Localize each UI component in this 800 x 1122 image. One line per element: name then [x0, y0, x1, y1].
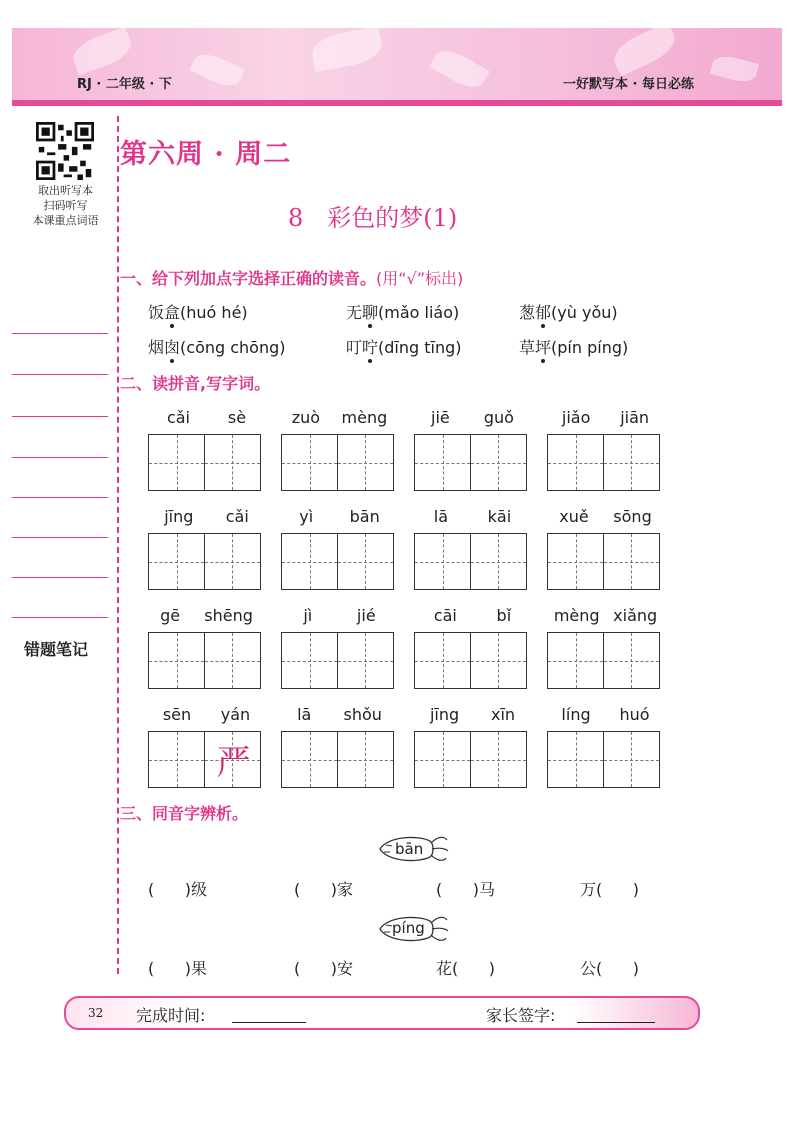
pinyin: cāi: [433, 606, 457, 625]
note-line: [12, 497, 108, 498]
writing-word[interactable]: [414, 507, 531, 590]
pinyin: sēn: [162, 705, 192, 724]
tian-grid-box[interactable]: [148, 434, 205, 491]
writing-word[interactable]: [281, 606, 398, 689]
tian-grid-box[interactable]: [204, 632, 261, 689]
dotted-char: 囱: [164, 338, 181, 357]
pinyin-ban: bān: [395, 840, 424, 858]
pinyin: jīng: [164, 507, 194, 526]
char: 葱: [519, 303, 536, 322]
writing-word[interactable]: [281, 705, 398, 788]
section-3-heading: 三、同音字辨析。: [120, 804, 249, 823]
tian-grid-box[interactable]: [148, 731, 205, 788]
pinyin: mèng: [553, 606, 600, 625]
writing-word[interactable]: [414, 606, 531, 689]
header-grade: RJ · 二年级 · 下: [77, 77, 172, 92]
tian-grid-box[interactable]: [337, 434, 394, 491]
pinyin: lā: [297, 705, 312, 724]
tian-grid-box[interactable]: [337, 632, 394, 689]
writing-word[interactable]: [281, 507, 398, 590]
tian-grid-box[interactable]: [414, 533, 471, 590]
pinyin: jié: [356, 606, 376, 625]
page-number: 32: [88, 1006, 104, 1020]
pinyin: xīn: [491, 705, 516, 724]
fill-blank[interactable]: 花( ): [436, 959, 496, 978]
dotted-char: 郁: [535, 303, 552, 322]
char: 烟: [148, 338, 165, 357]
margin-divider: [117, 116, 119, 974]
qr-caption-1: 取出听写本: [38, 184, 93, 197]
fill-blank[interactable]: ( )马: [436, 880, 496, 899]
writing-word[interactable]: [148, 408, 265, 491]
writing-word[interactable]: [281, 408, 398, 491]
tian-grid-box[interactable]: [281, 434, 338, 491]
writing-word[interactable]: [414, 705, 531, 788]
pinyin: yì: [299, 507, 314, 526]
week-title: 第六周 · 周二: [120, 139, 292, 170]
pinyin: sōng: [613, 507, 652, 526]
note-line: [12, 333, 108, 334]
pinyin: jì: [303, 606, 313, 625]
qr-caption-3: 本课重点词语: [32, 214, 99, 227]
note-line: [12, 537, 108, 538]
pinyin: yán: [220, 705, 251, 724]
lesson-name: 彩色的梦(1): [327, 204, 458, 232]
pinyin: lā: [433, 507, 449, 526]
char: 叮: [346, 338, 363, 357]
writing-word[interactable]: [547, 408, 664, 491]
tian-grid-box[interactable]: [603, 434, 660, 491]
pinyin-options: (dīng tīng): [378, 338, 462, 357]
finish-time-label: 完成时间:: [136, 1006, 206, 1025]
parent-sign-label: 家长签字:: [486, 1006, 556, 1025]
wrong-notes-label: 错题笔记: [24, 640, 89, 659]
pinyin: bǐ: [496, 606, 512, 625]
pronunciation-item[interactable]: [148, 300, 248, 323]
section-1-title: 一、给下列加点字选择正确的读音。: [120, 269, 377, 288]
pinyin-options: (huó hé): [180, 303, 248, 322]
tian-grid-box[interactable]: [603, 731, 660, 788]
fill-blank[interactable]: ( )家: [294, 880, 354, 899]
writing-word[interactable]: [148, 507, 265, 590]
pinyin: guǒ: [483, 408, 514, 427]
tian-grid-box[interactable]: [337, 731, 394, 788]
qr-caption-2: 扫码听写: [43, 199, 88, 212]
tian-grid-box[interactable]: [547, 533, 604, 590]
tian-grid-box[interactable]: [470, 731, 527, 788]
tian-grid-box[interactable]: [414, 434, 471, 491]
pinyin: sè: [227, 408, 247, 427]
pinyin: cǎi: [166, 408, 190, 427]
pinyin: bān: [349, 507, 380, 526]
tian-grid-box[interactable]: [204, 731, 261, 788]
lesson-title: [288, 198, 457, 233]
section-1-heading: [120, 266, 463, 289]
tian-grid-box[interactable]: [547, 731, 604, 788]
tian-grid-box[interactable]: [547, 632, 604, 689]
pinyin-options: (pín píng): [551, 338, 629, 357]
pronunciation-item[interactable]: [346, 300, 459, 323]
pinyin: jīng: [429, 705, 460, 724]
tian-grid-box[interactable]: [281, 533, 338, 590]
finish-time-field[interactable]: [232, 1022, 306, 1023]
fill-blank[interactable]: ( )安: [294, 959, 354, 978]
header-band: [12, 100, 782, 106]
pinyin: shēng: [204, 606, 253, 625]
note-line: [12, 457, 108, 458]
pinyin: zuò: [291, 408, 321, 427]
pinyin: kāi: [487, 507, 512, 526]
handwritten-answer: 严: [216, 743, 251, 783]
pinyin-options: (yù yǒu): [551, 303, 618, 322]
fill-blank[interactable]: ( )果: [148, 959, 208, 978]
writing-word[interactable]: [148, 606, 265, 689]
fill-blank[interactable]: ( )级: [148, 880, 208, 899]
tian-grid-box[interactable]: [281, 731, 338, 788]
tian-grid-box[interactable]: [204, 434, 261, 491]
pinyin: cǎi: [225, 507, 249, 526]
tian-grid-box[interactable]: [547, 434, 604, 491]
pinyin-options: (cōng chōng): [180, 338, 286, 357]
note-line: [12, 374, 108, 375]
writing-word[interactable]: [547, 705, 664, 788]
tian-grid-box[interactable]: [603, 533, 660, 590]
writing-word[interactable]: [547, 606, 664, 689]
dotted-char: 咛: [362, 338, 379, 357]
note-line: [12, 617, 108, 618]
pronunciation-item[interactable]: [148, 335, 286, 358]
char: 草: [519, 338, 536, 357]
pinyin: huó: [619, 705, 650, 724]
tian-grid-box[interactable]: [148, 533, 205, 590]
tian-grid-box[interactable]: [414, 632, 471, 689]
tian-grid-box[interactable]: [337, 533, 394, 590]
tian-grid-box[interactable]: [603, 632, 660, 689]
char: 饭: [148, 303, 165, 322]
pinyin: shǒu: [343, 705, 382, 724]
tian-grid-box[interactable]: [281, 632, 338, 689]
pinyin-options: (mǎo liáo): [378, 303, 460, 322]
section-2-heading: 二、读拼音,写字词。: [120, 374, 271, 393]
dotted-char: 坪: [535, 338, 552, 357]
pinyin: gē: [160, 606, 181, 625]
pinyin: jiē: [431, 408, 450, 427]
tian-grid-box[interactable]: [414, 731, 471, 788]
pronunciation-item[interactable]: [346, 335, 462, 358]
pinyin-ping: píng: [392, 919, 425, 937]
dotted-char: 盒: [164, 303, 181, 322]
fill-blank[interactable]: 万( ): [580, 880, 640, 899]
tian-grid-box[interactable]: [470, 533, 527, 590]
qr-code-icon[interactable]: [36, 122, 94, 180]
lesson-number: 8: [288, 204, 304, 232]
header-banner: [12, 28, 782, 106]
tian-grid-box[interactable]: [470, 434, 527, 491]
pinyin: mèng: [341, 408, 388, 427]
pinyin: xiǎng: [613, 606, 658, 625]
writing-word[interactable]: [547, 507, 664, 590]
char: 无: [346, 303, 363, 322]
writing-word[interactable]: [414, 408, 531, 491]
pronunciation-item[interactable]: [519, 300, 618, 323]
fill-blank[interactable]: 公( ): [580, 959, 640, 978]
dotted-char: 聊: [362, 303, 379, 322]
section-1-note: (用“√”标出): [376, 269, 464, 288]
note-line: [12, 416, 108, 417]
pronunciation-item[interactable]: [519, 335, 628, 358]
pinyin: xuě: [559, 507, 589, 526]
parent-sign-field[interactable]: [577, 1022, 655, 1023]
note-line: [12, 577, 108, 578]
header-slogan: 一好默写本 · 每日必练: [563, 77, 694, 92]
writing-word[interactable]: [148, 705, 265, 788]
tian-grid-box[interactable]: [148, 632, 205, 689]
pinyin: líng: [561, 705, 591, 724]
tian-grid-box[interactable]: [204, 533, 261, 590]
tian-grid-box[interactable]: [470, 632, 527, 689]
pinyin: jiān: [620, 408, 650, 427]
pinyin: jiǎo: [561, 408, 591, 427]
